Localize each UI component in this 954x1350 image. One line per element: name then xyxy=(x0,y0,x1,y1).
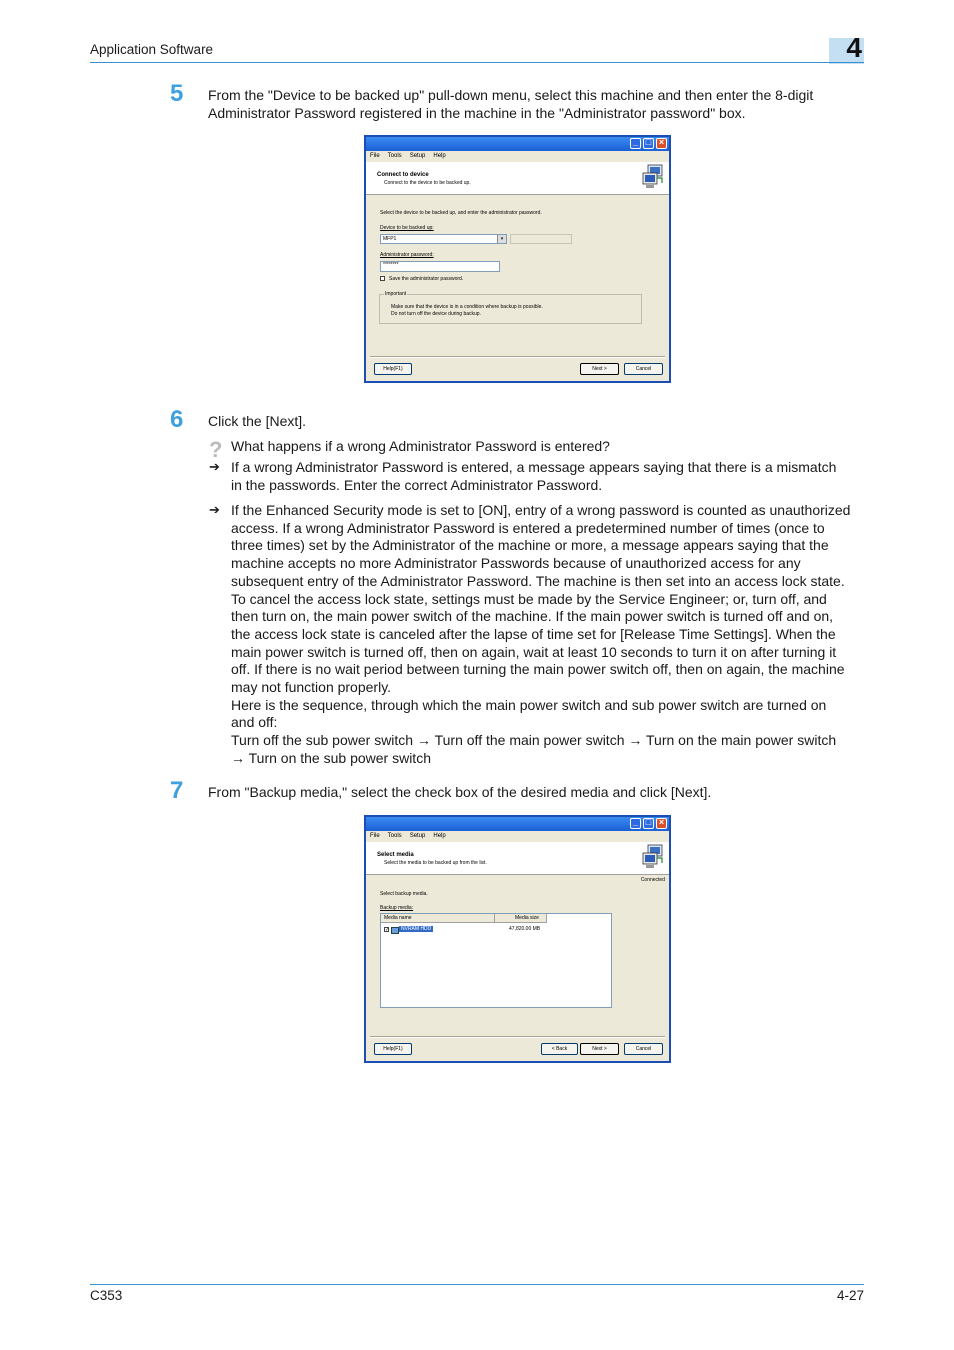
dialog-titlebar xyxy=(366,817,669,831)
device-address-field xyxy=(510,234,572,244)
important-line-1: Make sure that the device is in a condition where backup is possible. xyxy=(391,304,543,310)
next-button[interactable]: Next > xyxy=(580,363,619,375)
column-media-size[interactable]: Media size xyxy=(495,914,547,923)
footer-model: C353 xyxy=(90,1288,123,1303)
answer-2 xyxy=(231,502,850,768)
answer-2-line: → Turn on the sub power switch xyxy=(231,749,431,766)
question-text: What happens if a wrong Administrator Password is entered? xyxy=(231,438,610,454)
device-select[interactable] xyxy=(380,234,507,244)
answer-1-line: in the passwords. Enter the correct Administrator Password. xyxy=(231,476,603,493)
help-button[interactable]: Help(F1) xyxy=(374,1043,412,1055)
footer-separator xyxy=(370,1036,665,1038)
footer-separator xyxy=(370,356,665,358)
menu-tools[interactable]: Tools xyxy=(387,833,402,839)
close-icon[interactable]: × xyxy=(656,818,667,829)
next-button[interactable]: Next > xyxy=(580,1043,619,1055)
running-header: Application Software xyxy=(90,42,214,57)
important-groupbox xyxy=(379,291,642,324)
answer-2-line: may not function properly. xyxy=(231,679,392,696)
answer-2-line: If the Enhanced Security mode is set to [ON], entry of a wrong password is counted as unauthorized xyxy=(231,502,851,518)
important-line-2: Do not turn off the device during backup. xyxy=(391,311,481,317)
page-number: 4-27 xyxy=(836,1288,864,1303)
step-5-line-1: From the "Device to be backed up" pull-down menu, select this machine and then enter the 8-digit xyxy=(208,87,814,103)
answer-2-line: three times) set by the Administrator of the machine or more, a message appears saying that the xyxy=(231,537,829,554)
password-value: ******** xyxy=(383,262,399,268)
minimize-icon[interactable]: _ xyxy=(630,818,641,829)
select-media-dialog-screenshot xyxy=(364,815,671,1063)
wizard-title: Connect to device xyxy=(377,172,429,178)
step-6-text: Click the [Next]. xyxy=(208,413,307,429)
backup-media-label: Backup media: xyxy=(380,905,414,911)
menu-tools[interactable]: Tools xyxy=(387,153,402,159)
answer-2-line: off. If there is no wait period between turning the main power switch off, then on again, the machine xyxy=(231,661,845,678)
arrow-icon: ➔ xyxy=(209,502,220,517)
step-6-number: 6 xyxy=(170,406,184,433)
media-checkbox[interactable]: ✓ xyxy=(385,927,390,933)
menu-setup[interactable]: Setup xyxy=(409,153,426,159)
wizard-header xyxy=(366,162,669,195)
backup-media-list[interactable] xyxy=(380,913,612,1008)
answer-1 xyxy=(231,459,836,494)
drive-icon xyxy=(391,927,399,934)
step-5-text xyxy=(208,87,813,122)
menu-setup[interactable]: Setup xyxy=(409,833,426,839)
column-media-name[interactable]: Media name xyxy=(381,914,495,923)
media-name-cell: NVRAM HDD xyxy=(401,926,432,932)
answer-2-line: access. If a wrong Administrator Password is entered a predetermined number of times (once to xyxy=(231,519,825,536)
menu-file[interactable]: File xyxy=(370,153,380,159)
step-5-number: 5 xyxy=(170,80,184,107)
answer-2-line: machine accepts no more Administrator Passwords because of unauthorized access for any xyxy=(231,555,801,572)
answer-2-line: To cancel the access lock state, settings must be made by the Service Engineer; or, turn off, and xyxy=(231,590,827,607)
footer-rule xyxy=(90,1284,864,1285)
menu-file[interactable]: File xyxy=(370,833,380,839)
answer-2-line: the access lock state is canceled after the lapse of time set for [Release Time Settings]. When the xyxy=(231,625,836,642)
save-password-checkbox[interactable] xyxy=(380,276,385,281)
connection-status: Connected xyxy=(640,877,665,883)
answer-2-line: Turn off the sub power switch → Turn off the main power switch → Turn on the main power switch xyxy=(231,732,837,749)
connect-dialog-screenshot xyxy=(364,135,671,383)
arrow-icon: ➔ xyxy=(209,459,220,474)
step-5-line-2: Administrator Password registered in the machine in the "Administrator password" box. xyxy=(208,104,746,121)
header-rule xyxy=(90,62,864,63)
chapter-tab xyxy=(829,32,864,64)
answer-2-line: then turn on, the main power switch of the machine. If the main power switch is turned off and on, xyxy=(231,608,834,625)
password-field[interactable] xyxy=(380,261,500,272)
menu-help[interactable]: Help xyxy=(433,153,446,159)
menu-help[interactable]: Help xyxy=(433,833,446,839)
step-7-text: From "Backup media," select the check box of the desired media and click [Next]. xyxy=(208,784,712,800)
device-label: Device to be backed up: xyxy=(380,225,434,231)
back-button[interactable]: < Back xyxy=(541,1043,578,1055)
table-row[interactable] xyxy=(384,926,610,934)
cancel-button[interactable]: Cancel xyxy=(624,363,663,375)
save-password-label: Save the administrator password. xyxy=(389,276,464,282)
wizard-subtitle: Select the media to be backed up from the list. xyxy=(384,860,487,866)
wizard-subtitle: Connect to the device to be backed up. xyxy=(384,180,471,186)
instruction-text: Select the device to be backed up, and enter the administrator password. xyxy=(380,210,542,216)
wizard-header xyxy=(366,842,669,875)
chevron-down-icon[interactable]: ▾ xyxy=(497,235,506,243)
dialog-titlebar xyxy=(366,137,669,151)
cancel-button[interactable]: Cancel xyxy=(624,1043,663,1055)
menu-bar xyxy=(366,831,669,842)
menu-bar xyxy=(366,151,669,162)
backup-computer-icon xyxy=(641,844,665,870)
maximize-icon[interactable]: □ xyxy=(643,138,654,149)
backup-computer-icon xyxy=(641,164,665,190)
close-icon[interactable]: × xyxy=(656,138,667,149)
device-value: MFP1 xyxy=(383,236,397,242)
instruction-text: Select backup media. xyxy=(380,891,428,897)
maximize-icon[interactable]: □ xyxy=(643,818,654,829)
important-label: Important xyxy=(385,291,407,297)
answer-2-line: subsequent entry of the Administrator Password. The machine is then set into an access lock state. xyxy=(231,572,845,589)
chapter-number: 4 xyxy=(846,32,862,63)
wizard-title: Select media xyxy=(377,852,414,858)
answer-2-line: main power switch is turned off, then on again, wait at least 10 seconds to turn it on after turning it xyxy=(231,643,837,660)
password-label: Administrator password: xyxy=(380,252,434,258)
answer-2-line: Here is the sequence, through which the main power switch and sub power switch are turned on xyxy=(231,696,827,713)
help-button[interactable]: Help(F1) xyxy=(374,363,412,375)
answer-2-line: and off: xyxy=(231,714,278,731)
media-size-cell: 47,820.00 MB xyxy=(509,926,541,932)
step-7-number: 7 xyxy=(170,777,184,804)
minimize-icon[interactable]: _ xyxy=(630,138,641,149)
answer-1-line: If a wrong Administrator Password is entered, a message appears saying that there is a mismatch xyxy=(231,459,837,475)
question-icon: ? xyxy=(209,437,223,462)
